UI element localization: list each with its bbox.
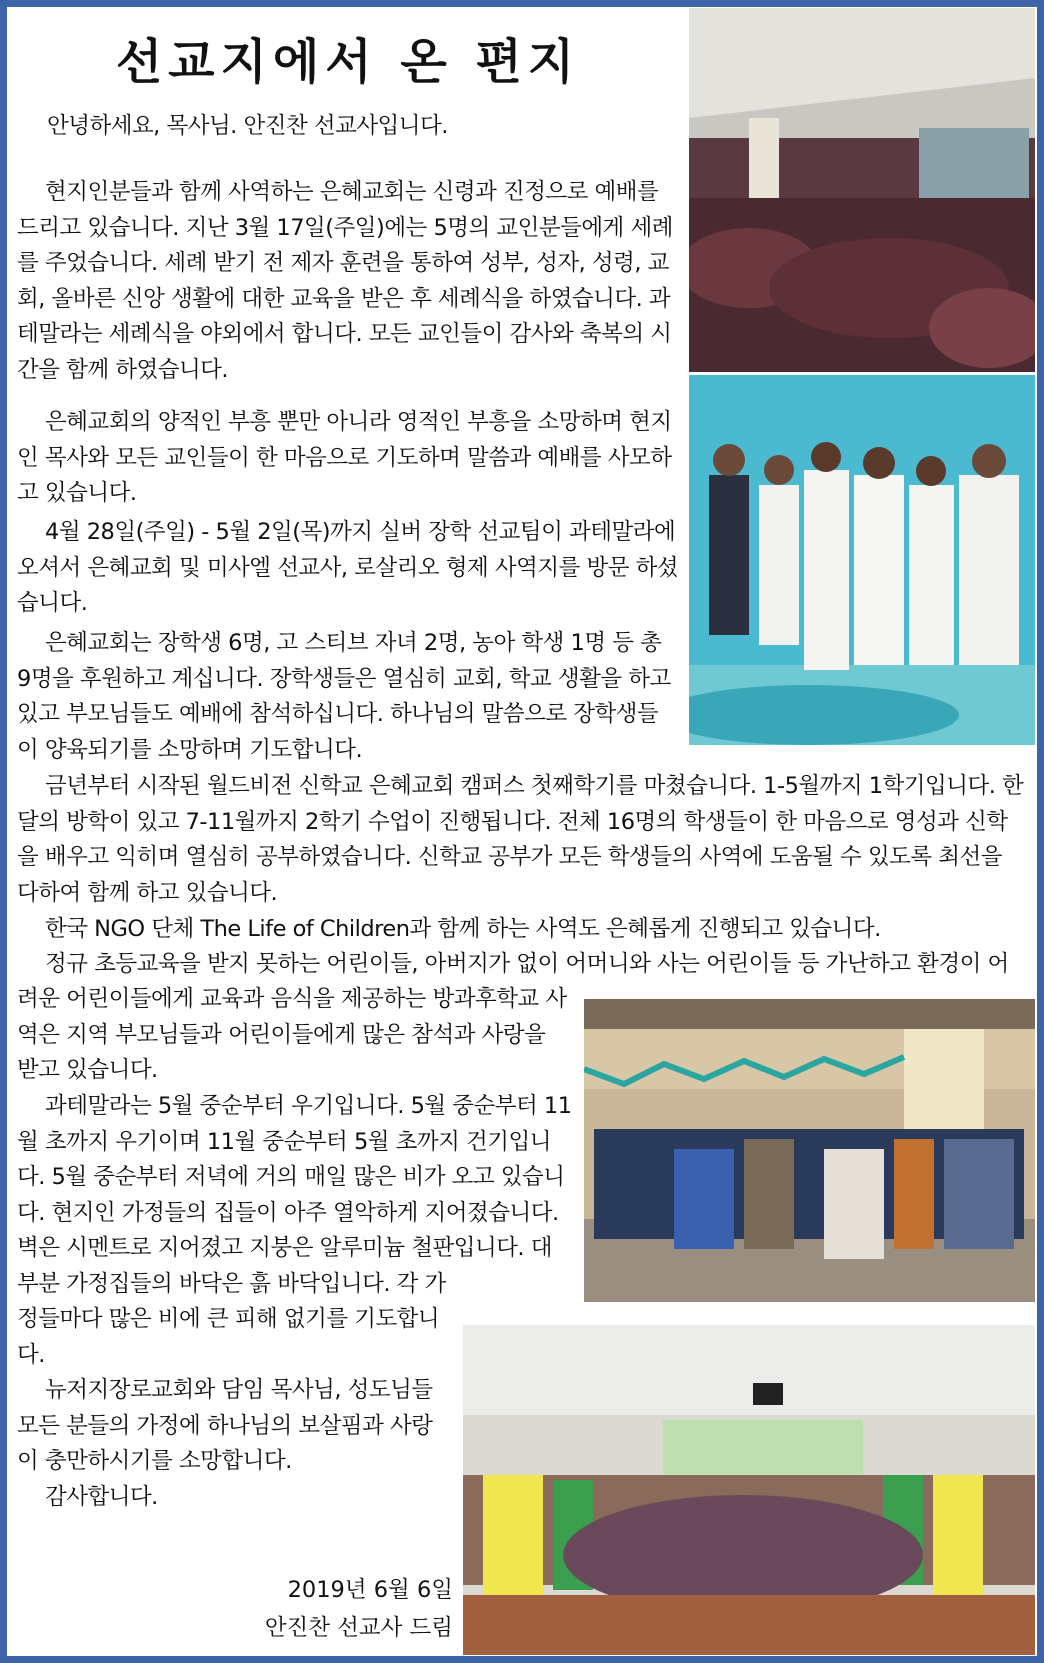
children-school-group-photo (463, 1325, 1035, 1655)
greeting-paragraph: 안녕하세요, 목사님. 안진찬 선교사입니다. (47, 113, 448, 139)
signature-block (127, 1571, 453, 1647)
letter-date: 2019년 6월 6일 (287, 1577, 453, 1603)
scholarship-paragraph: 은혜교회는 장학생 6명, 고 스티브 자녀 2명, 농아 학생 1명 등 총 9명을 후원하고 계십니다. 장학생들은 열심히 교회, 학교 생활을 하고 있고 부모님들도 예배에 참석하십니다. 하나님의 말씀으로 장학생들이 양육되기를 소망하며 기도합니다. (17, 630, 671, 763)
team-visit-paragraph: 4월 28일(주일) - 5월 2일(목)까지 실버 장학 선교팀이 과테말라에 오셔서 은혜교회 및 미사엘 선교사, 로살리오 형제 사역지를 방문 하셨습니다. (17, 519, 679, 616)
team-visit-group-photo (584, 999, 1035, 1302)
baptism-paragraph: 현지인분들과 함께 사역하는 은혜교회는 신령과 진정으로 예배를 드리고 있습니다. 지난 3월 17일(주일)에는 5명의 교인분들에게 세례를 주었습니다. 세례 받기 전 제자 훈련을 통하여 성부, 성자, 성령, 교회, 올바른 신앙 생활에 대한 교육을 받은 후 세례식을 하였습니다. 과테말라는 세례식을 야외에서 합니다. 모든 교인들이 감사와 축복의 시간을 함께 하였습니다. (17, 179, 673, 383)
afterschool-paragraph-first-line: 정규 초등교육을 받지 못하는 어린이들, 아버지가 없이 어머니와 사는 어린이들 등 가난하고 환경이 어 (45, 951, 1009, 977)
ngo-paragraph: 한국 NGO 단체 The Life of Children과 함께 하는 사역도 은혜롭게 진행되고 있습니다. (45, 916, 881, 942)
revival-paragraph: 은혜교회의 양적인 부흥 뿐만 아니라 영적인 부흥을 소망하며 현지인 목사와 모든 교인들이 한 마음으로 기도하며 말씀과 예배를 사모하고 있습니다. (17, 409, 672, 506)
thanks-paragraph: 감사합니다. (45, 1484, 158, 1510)
seminary-paragraph: 금년부터 시작된 월드비전 신학교 은혜교회 캠퍼스 첫째학기를 마쳤습니다. 1-5월까지 1학기입니다. 한 달의 방학이 있고 7-11월까지 2학기 수업이 진행됩니다. 전체 16명의 학생들이 한 마음으로 영성과 신학을 배우고 익히며 열심히 공부하였습니다. 신학교 공부가 모든 학생들의 사역에 도움될 수 있도록 최선을 다하여 함께 하고 있습니다. (17, 773, 1024, 906)
rainy-season-paragraph: 과테말라는 5월 중순부터 우기입니다. 5월 중순부터 11월 초까지 우기이며 11월 중순부터 5월 초까지 건기입니다. 5월 중순부터 저녁에 거의 매일 많은 비가 오고 있습니다. 현지인 가정들의 집들이 아주 열악하게 지어졌습니다. 벽은 시멘트로 지어졌고 지붕은 알루미늄 철판입니다. 대부분 가정집들의 바닥은 흙 바닥입니다. 각 가 (17, 1093, 572, 1297)
worship-service-photo (689, 8, 1035, 372)
afterschool-paragraph: 려운 어린이들에게 교육과 음식을 제공하는 방과후학교 사역은 지역 부모님들과 어린이들에게 많은 참석과 사랑을 받고 있습니다. (17, 986, 567, 1083)
baptism-group-photo (689, 375, 1035, 745)
letter-author: 안진찬 선교사 드림 (264, 1615, 453, 1641)
page-title: 선교지에서 온 편지 (115, 34, 581, 90)
letter-page (7, 7, 1037, 1656)
blessing-paragraph: 뉴저지장로교회와 담임 목사님, 성도님들 모든 분들의 가정에 하나님의 보살핌과 사랑이 충만하시기를 소망합니다. (17, 1377, 433, 1474)
rainy-season-paragraph-end: 정들마다 많은 비에 큰 피해 없기를 기도합니다. (17, 1306, 440, 1368)
